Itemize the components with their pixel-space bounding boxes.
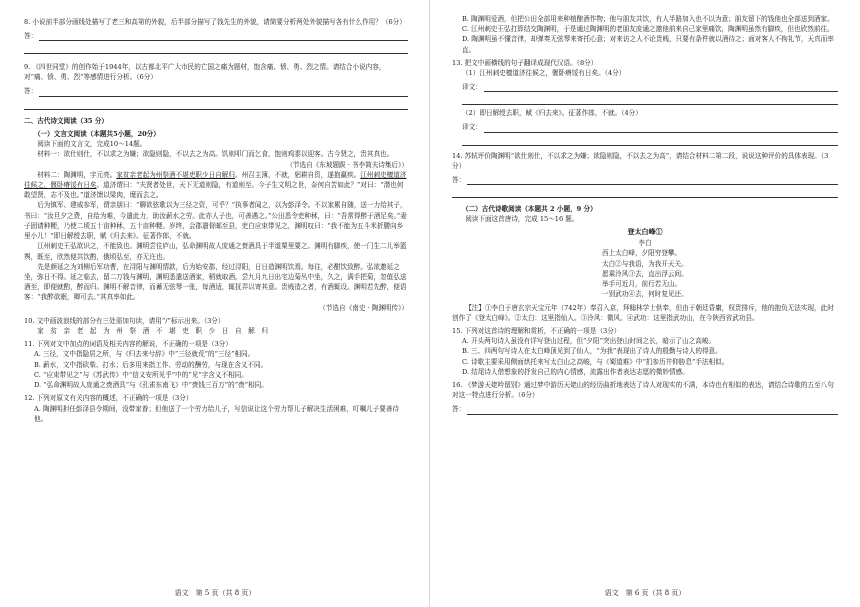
source-2: （节选自《南史 · 陶渊明传》） <box>319 303 408 312</box>
section-heading: 二、古代诗文阅读（35 分） <box>24 116 109 125</box>
answer-line-16[interactable]: 答： <box>452 403 838 415</box>
option-11c[interactable]: C. “应束带见之”与《苏武传》中“信义安所见乎”中的“见”字含义不相同。 <box>34 370 248 379</box>
option-15a[interactable]: A. 开头两句诗人虽没有详写登山过程，但“夕阳”突出登山时间之长，暗示了山之高峻。 <box>462 337 716 346</box>
poem-line: 举手可近月，前行若无山。 <box>602 280 682 289</box>
underlined-sentence: 江州刺史檀道济往候之，偃卧瘠馁有日矣 <box>24 170 407 189</box>
page-footer: 语文 第 5 页（共 8 页） <box>174 589 256 598</box>
question-12: 12. 下列对原文有关内容的概述，不正确的一项是（3分） <box>24 394 193 403</box>
source-1: （节选自《东坡题跋 · 书李简夫诗集后》） <box>286 160 408 169</box>
subsection-heading-2: （二）古代诗歌阅读（本题共 2 小题，9 分） <box>462 204 597 213</box>
page-footer: 语文 第 6 页（共 8 页） <box>604 589 686 598</box>
answer-line-9[interactable]: 答： <box>24 85 408 97</box>
poem-author: 李白 <box>638 239 652 248</box>
option-12d[interactable]: D. 陶渊明虽不懂音律，却弹奏无弦琴来寄托心意；对来访之人不论贵贱，只要有条件就以酒待之；面对客人不拘礼节，天真而率直。 <box>462 35 834 54</box>
punctuation-text[interactable]: 家 贫 亲 老 起 为 州 祭 酒 不 堪 吏 职 少 日 自 解 归 <box>37 327 268 336</box>
paragraph-4: 先是颜延之为刘柳后军功曹，在浔阳与渊明情款，后为始安郡，经过浔阳，日日造渊明饮焉。每往，必酣饮致醉。弘欲邀延之坐，弥日不得。延之临去，留二万钱与渊明，渊明悉遣送酒家，稍就取酒。尝九月九日出宅边菊丛中坐，久之，满手把菊，忽值弘送酒至，即便就酌，醉而归。渊明不解音律，而蓄无弦琴一张，每酒适，辄抚弄以寄其意。贵贱造之者，有酒辄设。渊明若先醉，便语客：“我醉欲眠，卿可去。”其真率如此。 <box>24 262 407 302</box>
option-15d[interactable]: D. 结尾诗人借想象的抒发自己的内心情感，流露出作者表达志愿的微妙情感。 <box>462 367 689 376</box>
answer-blank-13-2[interactable] <box>462 135 838 146</box>
answer-line-8[interactable]: 答： <box>24 29 408 41</box>
option-11d[interactable]: D. “弘命渊明故人庞通之赍酒具”与《孔雀东南飞》中“赍钱三百万”的“赍”相同。 <box>34 381 268 390</box>
poem-note: 【注】①李白于唐玄宗天宝元年（742年）奉召入京，拜翰林学士供奉，但由于朝廷昏庸，权贵排斥，他的抱负无法实现，此时创作了《登太白峰》。②太白：这里指仙人。③泠风：微风。④武功：这里指武功山，在今陕西省武功县。 <box>452 303 834 322</box>
poem-intro: 阅读下面这首唐诗，完成 15～16 题。 <box>465 215 579 224</box>
question-13-1: （1）江州刺史檀道济往候之，偃卧瘠馁有日矣。（4分） <box>462 69 626 78</box>
answer-blank-8[interactable] <box>24 43 408 54</box>
option-15b[interactable]: B. 三、四两句写诗人在太白峰顶见到了仙人，“为我”表现出了诗人的殷勤与诗人的得意。 <box>462 347 722 356</box>
option-12a[interactable]: A. 陶渊明担任彭泽县令期间，没带家眷；但他送了一个劳力给儿子，写信说让这个劳力帮儿子解决生活困难，叮嘱儿子要善待他。 <box>34 404 400 423</box>
subsection-heading: （一）文言文阅读（本题共5小题，20分） <box>34 129 160 138</box>
question-10: 10. 文中画波浪线的部分有三处需加句读，请用“/”标示出来。（3分） <box>24 316 225 325</box>
option-12c[interactable]: C. 江州刺史王弘打算结交陶渊明，于是通过陶渊明的老朋友庞通之邀他前来自己家里痛饮，陶渊明虽然有脚疾，但也欣然前往。 <box>462 25 834 34</box>
question-14: 14. 苏轼评价陶渊明“欲仕则仕，不以求之为嫌；欲隐则隐，不以去之为高”，请结合材料二第二段，说说这种评价的具体表现。（3分） <box>452 151 829 170</box>
option-11a[interactable]: A. 三径，文中指隐居之所，与《归去来兮辞》中“三径就荒”的“三径”相同。 <box>34 350 255 359</box>
question-16: 16. 《梦游天姥吟留别》通过梦中游历天姥山的经历曲折地表达了诗人对现实的不满，本诗也有相似的表达，请结合诗歌的五至八句对这一特点进行分析。（6分） <box>452 381 834 400</box>
option-15c[interactable]: C. 诗歌主要采用侧面烘托来写太白山之高峻，与《蜀道难》中“扪参历井仰胁息”手法相似。 <box>462 357 729 366</box>
paragraph-3: 江州刺史王弘欲识之，不能致也。渊明尝往庐山，弘命渊明故人庞通之赍酒具于半道栗里要之。渊明有脚疾，使一门生二儿举篮舆，既至，欣然便共饮酌，俄顷弘至，亦无迕也。 <box>24 242 407 261</box>
reading-intro: 阅读下面的文言文，完成10～14题。 <box>37 140 147 149</box>
poem-line: 西上太白峰，夕阳穷登攀。 <box>602 249 682 258</box>
question-15: 15. 下列对这首诗的理解和赏析，不正确的一项是（3分） <box>452 327 621 335</box>
material-2: 材料二：陶渊明，字元亮。家贫亲老起为州祭酒不堪吏职少日自解归。州召主簿，不就，躬耕自资，遂抱羸疾。江州刺史檀道济往候之，偃卧瘠馁有日矣。道济谓曰：“夫贤者处世，天下无道则隐，有道则至。今子生文明之世，奈何自苦如此？”对曰：“潜也何敢望贤，志不及也。”道济馈以梁肉，麾而去之。 <box>24 170 407 200</box>
question-8: 8. 小说前半部分画线处描写了老三和高第的外貌，后半部分描写了钱先生的外貌，请简要分析两处外貌描写各有什么作用？（6分） <box>24 18 406 26</box>
poem-line: 太白②与我语，为我开天关。 <box>602 259 688 268</box>
answer-line-13-2[interactable]: 译文： <box>452 121 838 133</box>
option-11b[interactable]: B. 薪水，文中指砍柴、打水；后多用来指工作、劳动的酬劳，与现在含义不同。 <box>34 360 268 369</box>
question-9: 9. 《四世同堂》的创作始于1944年，以古都北平广大市民的亡国之痛为题材，饱含痛、愤、勇、烈之情。请结合小说内容，对“痛、愤、勇、烈”等感情进行分析。（6分） <box>24 63 386 82</box>
page-6 <box>430 0 860 607</box>
question-13: 13. 把文中画横线的句子翻译成现代汉语。（8分） <box>452 58 598 67</box>
answer-line-13-1[interactable]: 译文： <box>452 80 838 92</box>
answer-line-14[interactable]: 答： <box>452 173 838 185</box>
option-12b[interactable]: B. 陶渊明爱酒，但把公田全部用来种植酿酒作物；他与朋友共饮，有人半路加入也不以为意；朋友留下的钱他也全部送到酒家。 <box>462 15 834 23</box>
answer-blank-9[interactable] <box>24 99 408 110</box>
answer-blank-14[interactable] <box>452 187 838 198</box>
poem-line: 愿乘泠风③去，直出浮云间。 <box>602 269 688 278</box>
question-13-2: （2）即日解绶去职，赋《归去来》。征著作郎，不就。（4分） <box>462 109 642 118</box>
poem-title: 登太白峰① <box>627 227 663 237</box>
paragraph-2: 后为镇军、建威参军，谓亲朋曰：“聊欲弦歌以为三径之资，可乎？”执事者闻之，以为彭泽令。不以家累自随，送一力给其子，书曰：“汝旦夕之费，自给为难，今遣此力，助汝薪水之劳。此亦人子也，可善遇之。”公田悉令吏种秫，曰：“吾常得醉于酒足矣。”妻子固请种粳，乃使二顷五十亩种秫，五十亩种粳。岁终，会郡遣督邮至县，吏白应束带见之，渊明叹曰：“我不能为五斗米折腰向乡里小儿！”即日解绶去职，赋《归去来》。征著作郎，不就。 <box>24 201 407 241</box>
poem-line: 一别武功④去，何时复见还。 <box>602 290 688 299</box>
underlined-text: 家贫亲老起为州祭酒不堪吏职少日自解归 <box>116 170 235 179</box>
answer-blank-13-1[interactable] <box>462 94 838 105</box>
question-11: 11. 下列对文中加点的词语及相关内容的解说，不正确的一项是（3分） <box>24 340 232 349</box>
material-1: 材料一：欲仕则仕，不以求之为嫌；欲隐则隐，不以去之为高。饥则叩门而乞食，饱则鸡黍以迎客。古今贤之，贵其真也。 <box>37 150 394 159</box>
